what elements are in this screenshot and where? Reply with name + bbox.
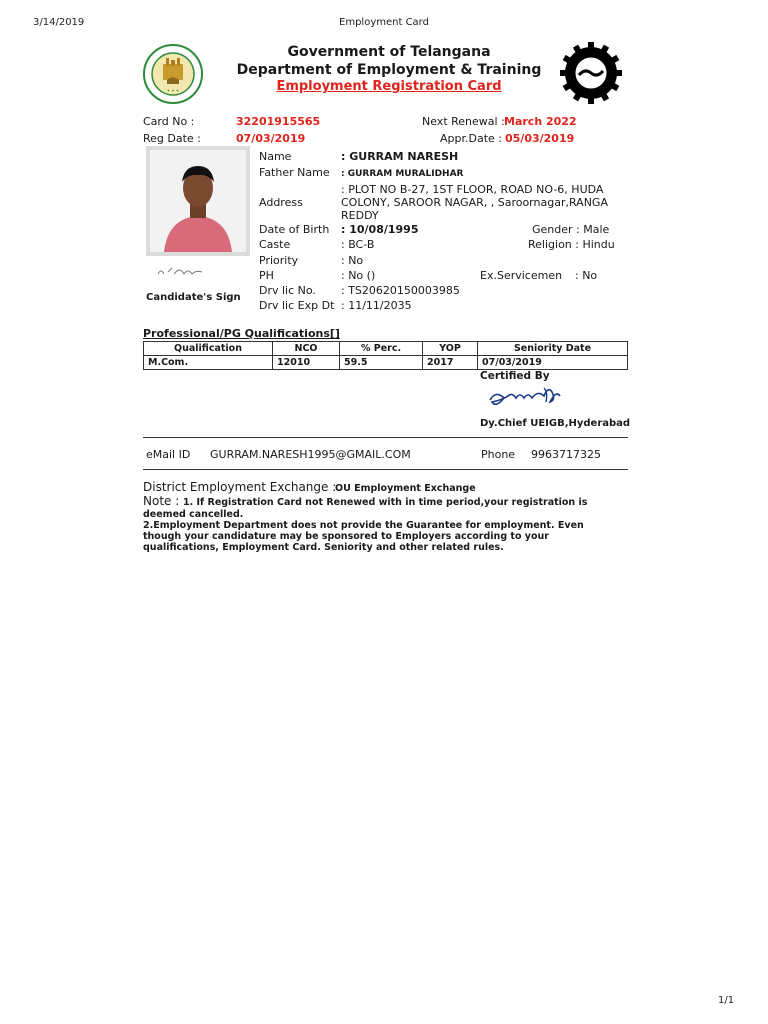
next-renewal-label: Next Renewal :: [422, 115, 505, 128]
print-title: Employment Card: [339, 17, 429, 28]
certified-by-label: Certified By: [480, 370, 550, 382]
ex-servicemen-value: : No: [575, 269, 598, 282]
note-line-2: deemed cancelled.: [143, 509, 244, 520]
address-line-3: REDDY: [341, 209, 379, 222]
address-line-2: COLONY, SAROOR NAGAR, , Saroornagar,RANGA: [341, 196, 608, 209]
note-line-1: 1. If Registration Card not Renewed with in time period,your registration is: [183, 497, 588, 508]
priority-value: : No: [341, 254, 364, 267]
col-perc: % Perc.: [340, 342, 423, 356]
father-name-label: Father Name: [259, 166, 330, 179]
certifying-officer: Dy.Chief UEIGB,Hyderabad: [480, 418, 631, 429]
note-label: Note :: [143, 494, 180, 508]
candidate-photo: [146, 146, 250, 256]
next-renewal-value: March 2022: [504, 115, 577, 128]
reg-date-value: 07/03/2019: [236, 132, 306, 145]
table-row: [144, 356, 628, 370]
caste-value: : BC-B: [341, 238, 375, 251]
address-label: Address: [259, 196, 303, 209]
father-name-value: : GURRAM MURALIDHAR: [341, 169, 464, 179]
exchange-value: OU Employment Exchange: [335, 483, 476, 494]
cell-qualification: M.Com.: [144, 356, 273, 370]
ph-value: : No (): [341, 269, 376, 282]
svg-text:✦ ✦ ✦: ✦ ✦ ✦: [166, 88, 180, 93]
card-no-value: 32201915565: [236, 115, 321, 128]
drv-lic-exp-value: : 11/11/2035: [341, 299, 412, 312]
divider-bottom: [143, 469, 628, 470]
reg-date-label: Reg Date :: [143, 132, 201, 145]
address-line-1: : PLOT NO B-27, 1ST FLOOR, ROAD NO-6, HUDA: [341, 183, 604, 196]
col-seniority-date: Seniority Date: [478, 342, 628, 356]
drv-lic-exp-label: Drv lic Exp Dt: [259, 299, 335, 312]
officer-signature-image: [484, 380, 580, 418]
name-label: Name: [259, 150, 292, 163]
qualifications-table: [143, 341, 628, 370]
note-line-3: 2.Employment Department does not provide the Guarantee for employment. Even: [143, 520, 584, 531]
page-number: 1/1: [718, 995, 735, 1006]
gender-value: Gender : Male: [532, 223, 610, 236]
col-nco: NCO: [273, 342, 340, 356]
candidate-sign-label: Candidate's Sign: [146, 292, 241, 303]
cell-yop: 2017: [423, 356, 478, 370]
religion-value: Religion : Hindu: [528, 238, 615, 251]
cell-seniority-date: 07/03/2019: [478, 356, 628, 370]
appr-date-label: Appr.Date :: [440, 132, 502, 145]
card-no-label: Card No :: [143, 115, 195, 128]
print-date: 3/14/2019: [33, 17, 85, 28]
header-card-title: Employment Registration Card: [276, 79, 502, 94]
col-yop: YOP: [423, 342, 478, 356]
ph-label: PH: [259, 269, 274, 282]
dob-value: : 10/08/1995: [341, 223, 419, 236]
ex-servicemen-label: Ex.Servicemen: [480, 269, 563, 282]
candidate-signature-image: [152, 262, 218, 280]
exchange-label: District Employment Exchange :: [143, 480, 337, 494]
email-value: GURRAM.NARESH1995@GMAIL.COM: [210, 448, 411, 461]
name-value: : GURRAM NARESH: [341, 150, 459, 163]
dob-label: Date of Birth: [259, 223, 330, 236]
col-qualification: Qualification: [144, 342, 273, 356]
phone-value: 9963717325: [531, 448, 601, 461]
note-line-4: though your candidature may be sponsored to Employers according to your: [143, 531, 549, 542]
header-government: Government of Telangana: [287, 44, 491, 60]
phone-label: Phone: [481, 448, 516, 461]
note-line-5: qualifications, Employment Card. Seniority and other related rules.: [143, 542, 504, 553]
drv-lic-label: Drv lic No.: [259, 284, 316, 297]
qualifications-header-row: [144, 342, 628, 356]
divider-top: [143, 437, 628, 438]
email-label: eMail ID: [146, 448, 191, 461]
qualifications-title: Professional/PG Qualifications[]: [143, 327, 340, 340]
header-department: Department of Employment & Training: [236, 62, 542, 78]
cell-nco: 12010: [273, 356, 340, 370]
appr-date-value: 05/03/2019: [505, 132, 575, 145]
cell-perc: 59.5: [340, 356, 423, 370]
drv-lic-value: : TS20620150003985: [341, 284, 460, 297]
caste-label: Caste: [259, 238, 291, 251]
priority-label: Priority: [259, 254, 299, 267]
